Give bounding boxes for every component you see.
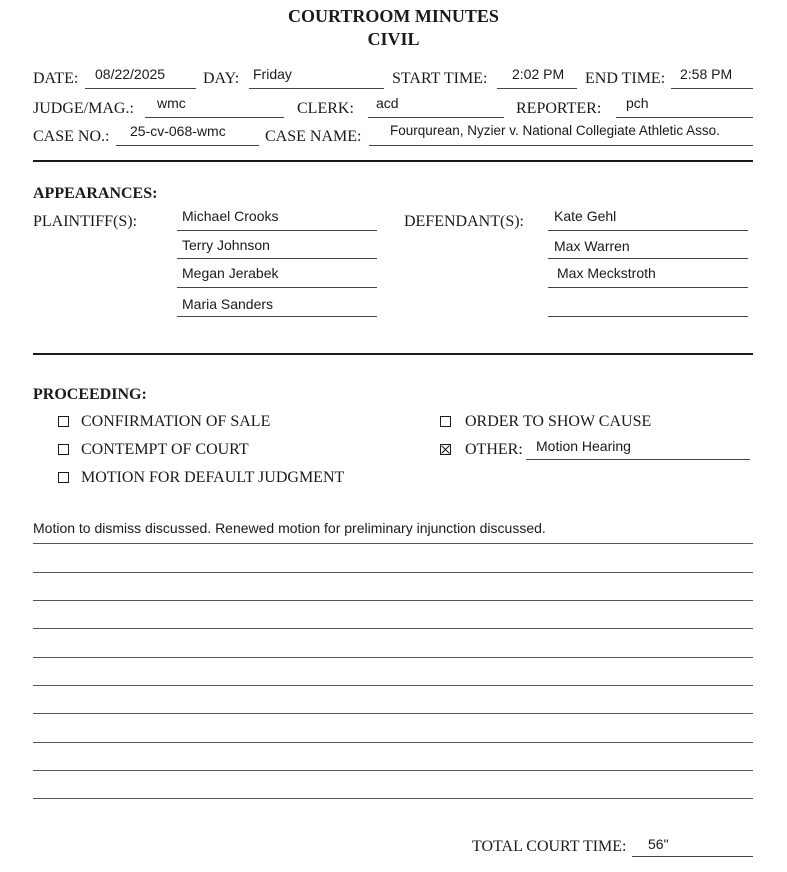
other-checkbox[interactable] bbox=[440, 444, 451, 455]
plaintiff-name: Megan Jerabek bbox=[182, 265, 279, 281]
total-court-time-label: TOTAL COURT TIME: bbox=[472, 838, 627, 855]
case-name-value: Fourqurean, Nyzier v. National Collegiate Athletic Asso. bbox=[390, 123, 720, 138]
reporter-underline bbox=[616, 117, 753, 118]
clerk-label: CLERK: bbox=[297, 100, 354, 117]
other-label: OTHER: bbox=[465, 441, 523, 458]
confirmation-of-sale-label: CONFIRMATION OF SALE bbox=[81, 413, 271, 430]
notes-line: Motion to dismiss discussed. Renewed motion for preliminary injunction discussed. bbox=[33, 520, 546, 536]
note-rule bbox=[33, 572, 753, 573]
case-no-label: CASE NO.: bbox=[33, 128, 110, 145]
start-time-value: 2:02 PM bbox=[512, 66, 565, 82]
date-label: DATE: bbox=[33, 70, 79, 87]
case-no-underline bbox=[116, 145, 259, 146]
plaintiff-name: Michael Crooks bbox=[182, 208, 279, 224]
total-court-time-underline bbox=[632, 856, 753, 857]
date-value: 08/22/2025 bbox=[95, 66, 166, 82]
proceeding-heading: PROCEEDING: bbox=[33, 386, 147, 403]
defendant-name: Kate Gehl bbox=[554, 208, 617, 224]
day-underline bbox=[249, 88, 384, 89]
note-rule bbox=[33, 600, 753, 601]
end-time-label: END TIME: bbox=[585, 70, 666, 87]
note-rule bbox=[33, 742, 753, 743]
form-subtitle: CIVIL bbox=[367, 29, 420, 49]
plaintiff-label: PLAINTIFF(S): bbox=[33, 213, 138, 230]
case-name-label: CASE NAME: bbox=[265, 128, 362, 145]
appearances-divider bbox=[33, 353, 753, 355]
note-rule bbox=[33, 628, 753, 629]
defendant-underline bbox=[548, 316, 748, 317]
other-underline bbox=[526, 459, 750, 460]
plaintiff-name: Maria Sanders bbox=[182, 296, 274, 312]
plaintiff-name: Terry Johnson bbox=[182, 237, 270, 253]
other-value: Motion Hearing bbox=[536, 438, 631, 454]
total-court-time-value: 56" bbox=[648, 836, 669, 852]
defendant-underline bbox=[548, 287, 748, 288]
defendant-label: DEFENDANT(S): bbox=[404, 213, 524, 230]
default-judgment-checkbox[interactable] bbox=[58, 472, 69, 483]
note-rule bbox=[33, 798, 753, 799]
appearances-heading: APPEARANCES: bbox=[33, 185, 158, 202]
date-underline bbox=[85, 88, 196, 89]
plaintiff-underline bbox=[177, 230, 377, 231]
start-time-label: START TIME: bbox=[392, 70, 488, 87]
clerk-value: acd bbox=[376, 95, 399, 111]
judge-underline bbox=[145, 117, 284, 118]
defendant-name: Max Warren bbox=[554, 238, 630, 254]
case-no-value: 25-cv-068-wmc bbox=[130, 123, 226, 139]
plaintiff-underline bbox=[177, 287, 377, 288]
form-title: COURTROOM MINUTES bbox=[288, 6, 499, 26]
note-rule bbox=[33, 685, 753, 686]
reporter-label: REPORTER: bbox=[516, 100, 602, 117]
judge-value: wmc bbox=[157, 95, 186, 111]
order-to-show-cause-label: ORDER TO SHOW CAUSE bbox=[465, 413, 652, 430]
start-time-underline bbox=[497, 88, 577, 89]
reporter-value: pch bbox=[626, 95, 649, 111]
defendant-name: Max Meckstroth bbox=[557, 265, 656, 281]
case-name-underline bbox=[369, 145, 753, 146]
note-rule bbox=[33, 713, 753, 714]
judge-label: JUDGE/MAG.: bbox=[33, 100, 134, 117]
defendant-underline bbox=[548, 258, 748, 259]
end-time-value: 2:58 PM bbox=[680, 66, 733, 82]
contempt-of-court-label: CONTEMPT OF COURT bbox=[81, 441, 249, 458]
note-rule bbox=[33, 657, 753, 658]
defendant-underline bbox=[548, 230, 748, 231]
clerk-underline bbox=[368, 117, 504, 118]
plaintiff-underline bbox=[177, 258, 377, 259]
contempt-of-court-checkbox[interactable] bbox=[58, 444, 69, 455]
header-divider bbox=[33, 160, 753, 162]
note-rule bbox=[33, 543, 753, 544]
end-time-underline bbox=[671, 88, 753, 89]
confirmation-of-sale-checkbox[interactable] bbox=[58, 416, 69, 427]
default-judgment-label: MOTION FOR DEFAULT JUDGMENT bbox=[81, 469, 345, 486]
note-rule bbox=[33, 770, 753, 771]
plaintiff-underline bbox=[177, 316, 377, 317]
order-to-show-cause-checkbox[interactable] bbox=[440, 416, 451, 427]
day-value: Friday bbox=[253, 66, 292, 82]
day-label: DAY: bbox=[203, 70, 240, 87]
